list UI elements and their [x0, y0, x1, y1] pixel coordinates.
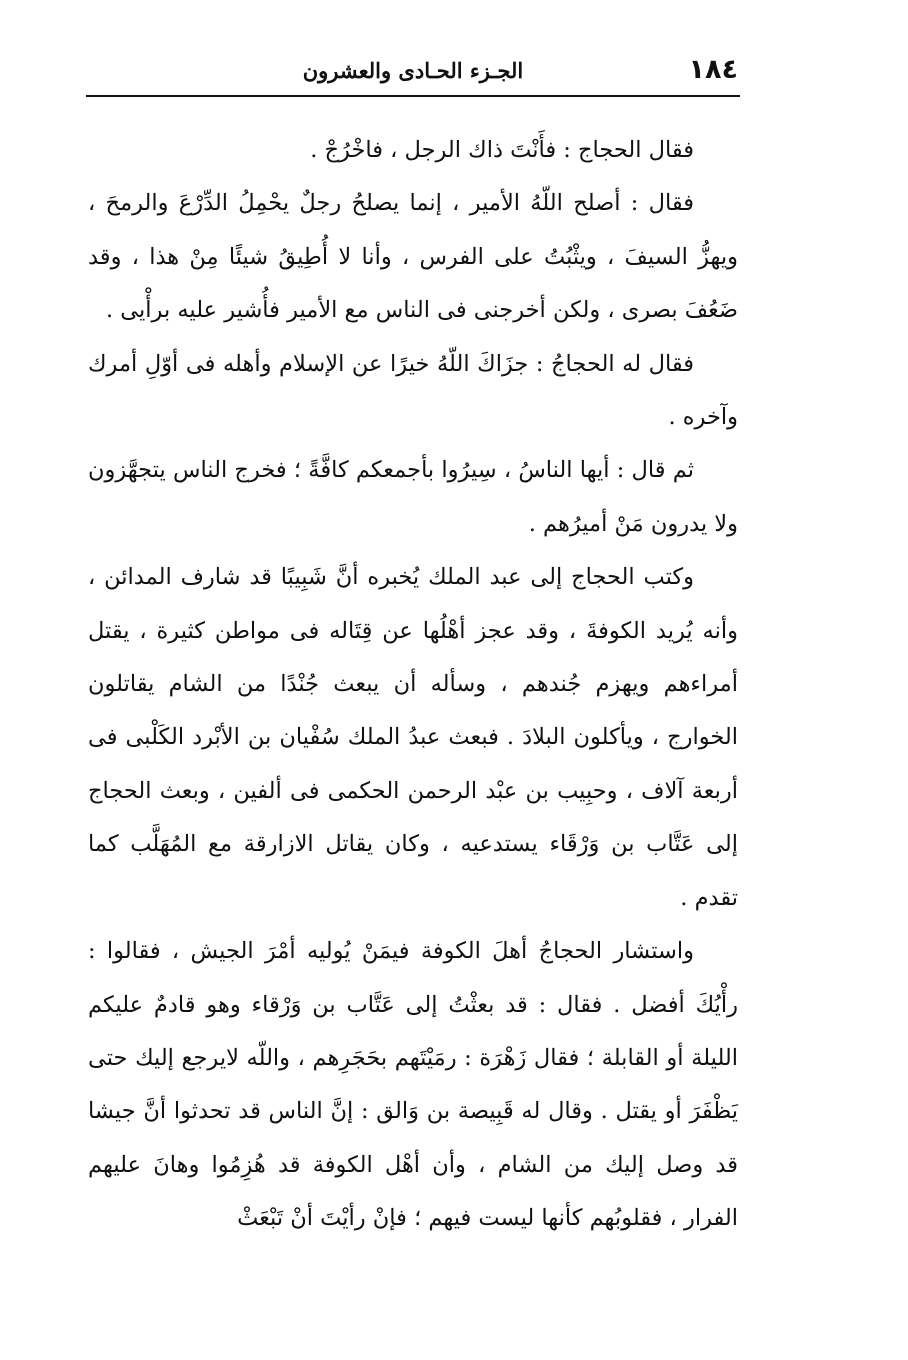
paragraph: فقال الحجاج : فأَنْتَ ذاك الرجل ، فاخْرُجْ . — [310, 137, 694, 163]
paragraph: واستشار الحجاجُ أهلَ الكوفة فيمَنْ يُوليه أمْرَ الجيش ، فقالوا : رأْيُكَ أفضل . فقال : قد بعثْتُ إلى عَتَّاب بن وَرْقاء وهو قادمٌ عليكم الليلة أو القابلة ؛ فقال زَهْرَة : رمَيْتَهم بحَجَرِهم ، واللّه لايرجع إليك حتى يَظْفَرَ أو يقتل . وقال له قَبِيصة بن وَالق : إنَّ الناس قد تحدثوا أنَّ جيشا قد وصل إليك من الشام ، وأن أهْل الكوفة قد هُزِمُوا وهانَ عليهم الفرار ، فقلوبُهم كأنها ليست فيهم ؛ فإنْ رأيْتَ أنْ تَبْعَثْ — [88, 938, 738, 1232]
paragraph: وكتب الحجاج إلى عبد الملك يُخبره أنَّ شَبِيبًا قد شارف المدائن ، وأنه يُريد الكوفةَ ، وقد عجز أهْلُها عن قِتَاله فى مواطن كثيرة ، يقتل أمراءهم ويهزم جُندهم ، وسأله أن يبعث جُنْدًا من الشام يقاتلون الخوارج ، ويأكلون البلادَ . فبعث عبدُ الملك سُفْيان بن الأبْرد الكَلْبى فى أربعة آلاف ، وحبِيب بن عبْد الرحمن الحكمى فى ألفين ، وبعث الحجاج إلى عَتَّاب بن وَرْقَاء يستدعيه ، وكان يقاتل الازارقة مع المُهَلَّب كما تقدم . — [88, 564, 738, 911]
running-title: الجـزء الحـادى والعشرون — [302, 58, 524, 83]
paragraph: فقال : أصلح اللّهُ الأمير ، إنما يصلحُ رجلٌ يحْمِلُ الدِّرْعَ والرمحَ ، ويهزُّ السيفَ ، ويثْبُتُ على الفرس ، وأنا لا أُطِيقُ شيئًا مِنْ هذا ، وقد ضَعُفَ بصرى ، ولكن أخرجنى فى الناس مع الأمير فأُشير عليه برأْيى . — [88, 190, 738, 324]
paragraph: ثم قال : أيها الناسُ ، سِيرُوا بأجمعكم كافَّةً ؛ فخرج الناس يتجهَّزون ولا يدرون مَنْ أميرُهم . — [88, 457, 738, 537]
header-rule — [86, 95, 740, 97]
page-number: ١٨٤ — [688, 54, 738, 85]
page-header — [88, 50, 738, 96]
body-text — [88, 124, 738, 1246]
paragraph: فقال له الحجاجُ : جزَاكَ اللّهُ خيرًا عن الإسلام وأهله فى أوّلِ أمرك وآخره . — [88, 350, 738, 431]
